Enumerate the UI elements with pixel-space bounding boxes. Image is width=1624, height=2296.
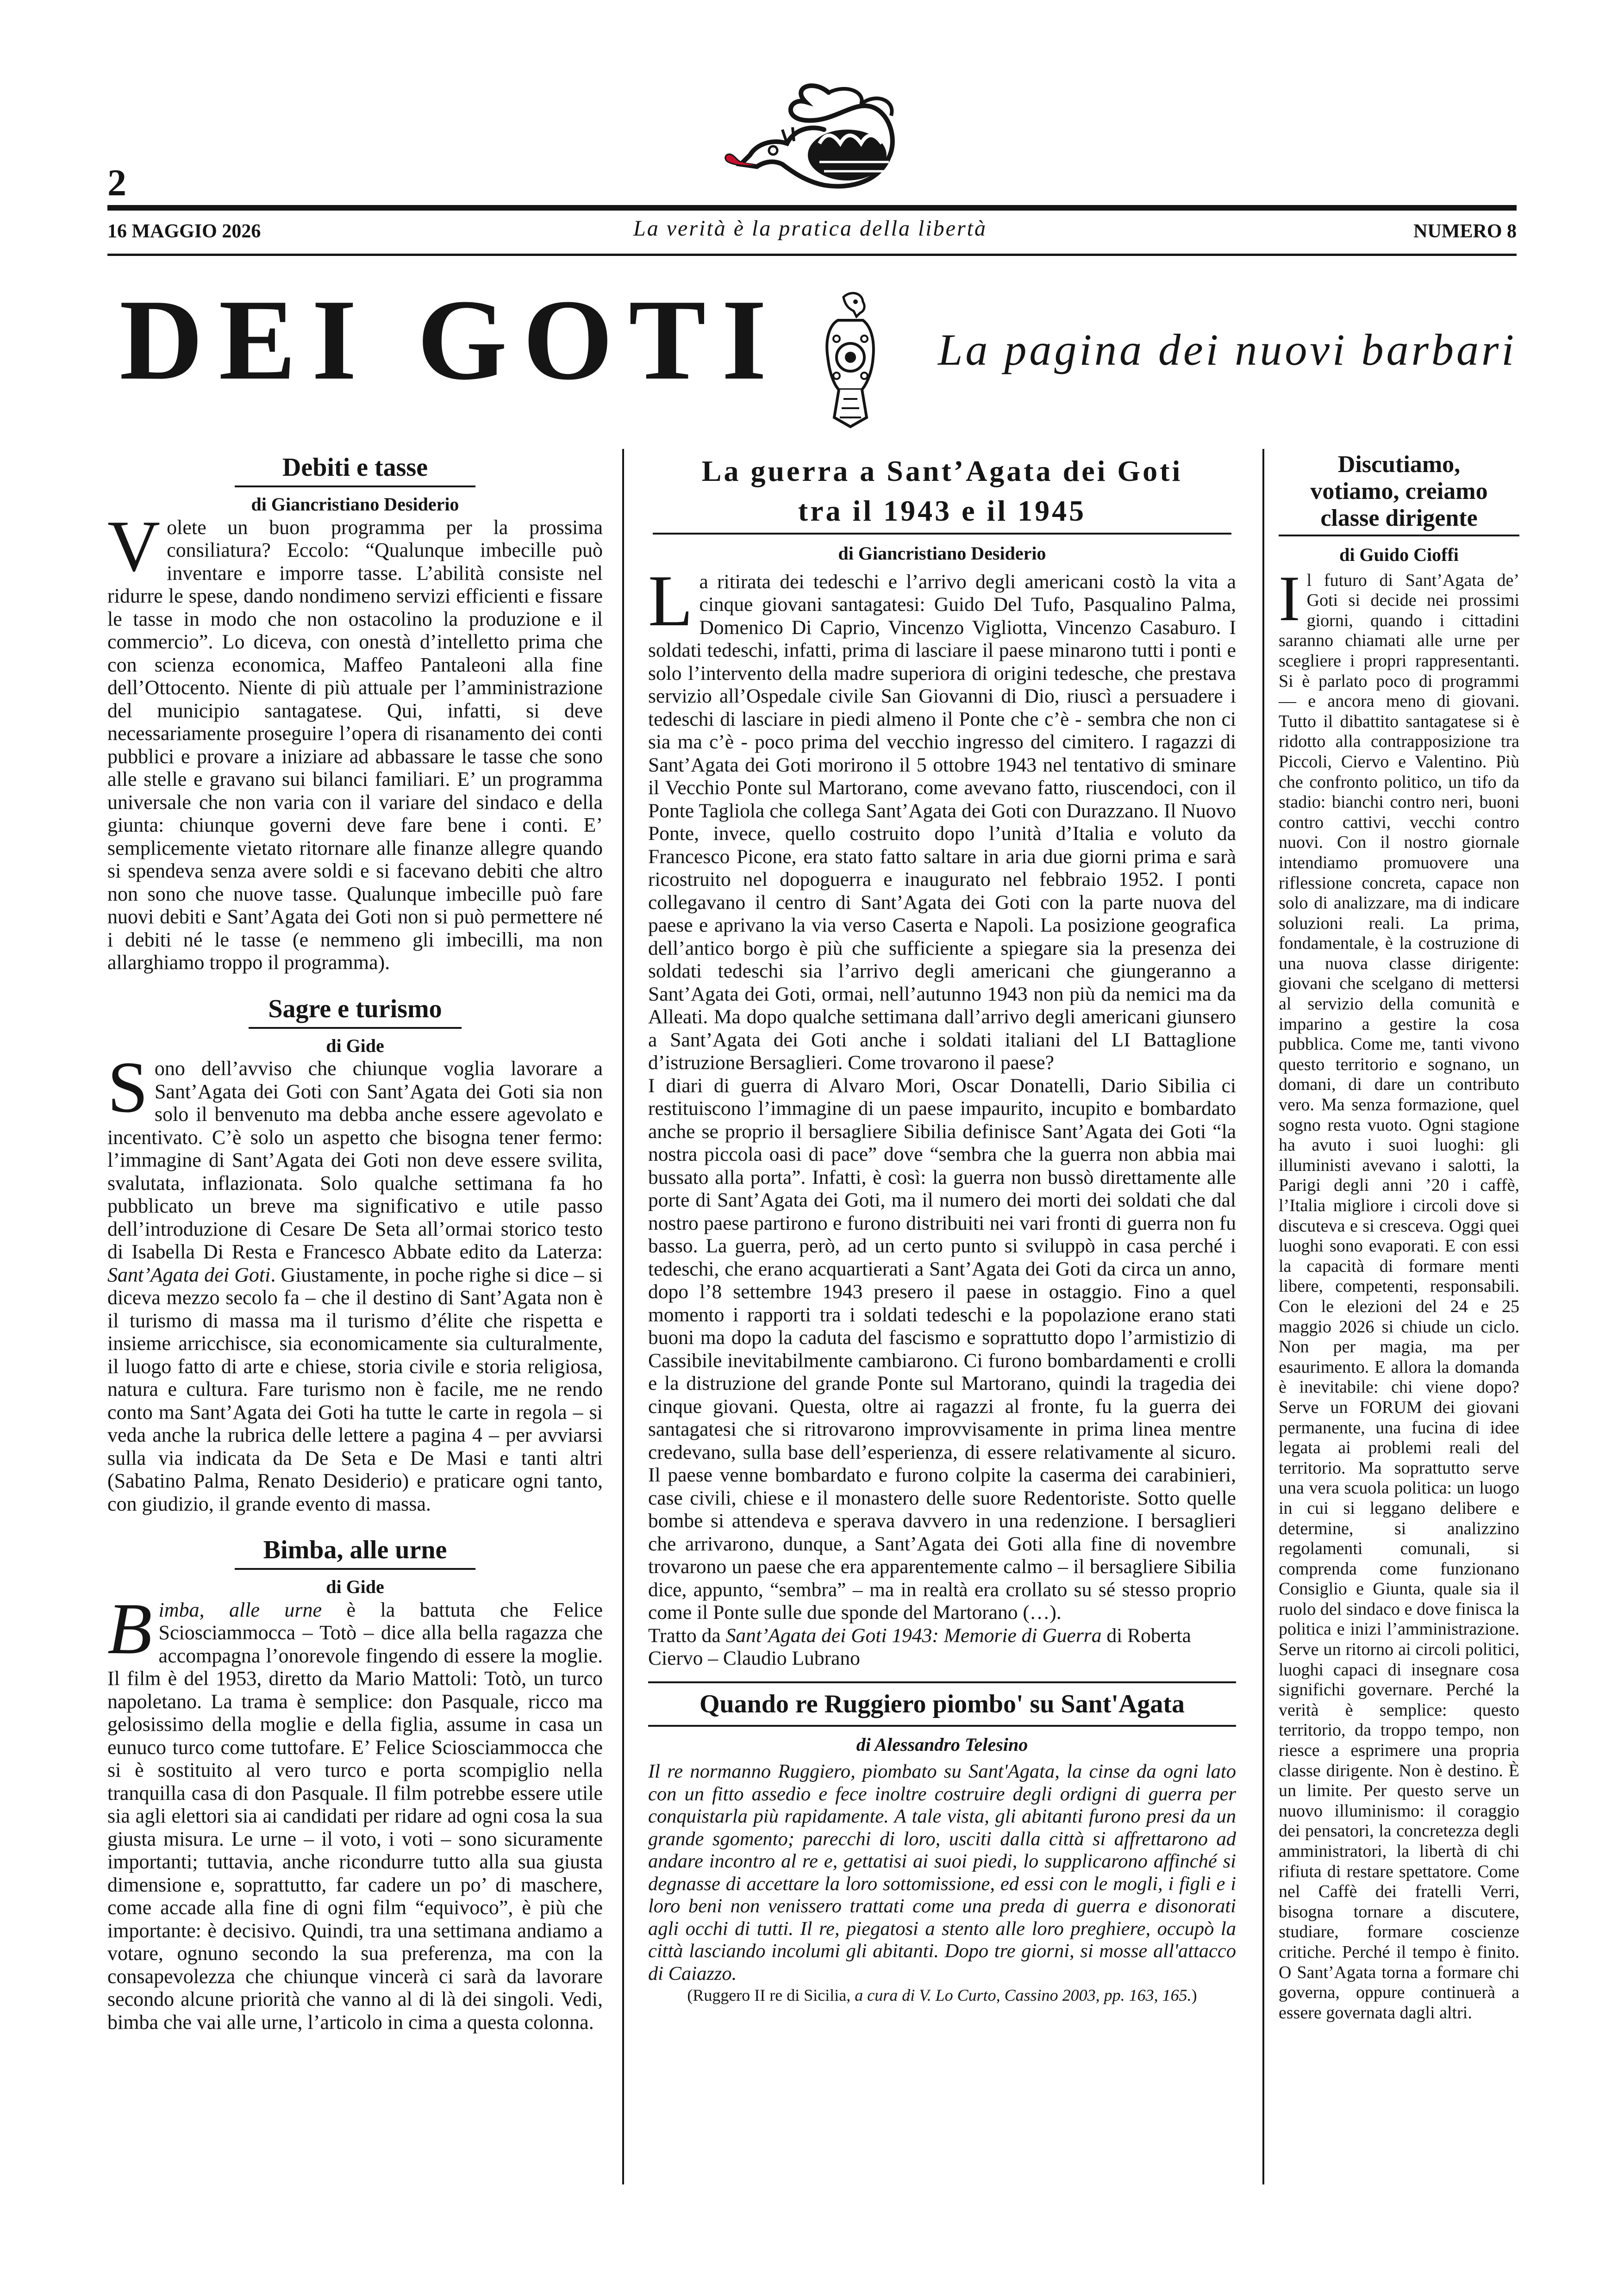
drop-cap: S (107, 1047, 148, 1128)
drop-cap: V (107, 505, 161, 587)
article-title: Debiti e tasse (282, 453, 428, 482)
article-title: Bimba, alle urne (263, 1536, 447, 1564)
article-title-line2: votiamo, creiamo (1310, 478, 1488, 504)
article-ruggiero (648, 1681, 1236, 2006)
issue-date: 16 MAGGIO 2026 (107, 221, 261, 242)
article-byline: di Gide (326, 1035, 384, 1056)
drop-cap: B (107, 1588, 152, 1669)
article-source: Tratto da Sant’Agata dei Goti 1943: Memorie di Guerra di Roberta Ciervo – Claudio Lubrano (648, 1624, 1191, 1669)
article-byline: di Giancristiano Desiderio (838, 543, 1046, 564)
left-column (107, 451, 603, 2034)
article-guerra (648, 451, 1236, 1670)
masthead-title: DEI GOTI (119, 276, 783, 404)
article-byline: di Alessandro Telesino (856, 1734, 1028, 1755)
article-body: Volete un buon programma per la prossima consiliatura? Eccolo: “Qualunque imbecille può inventare e imporre tasse. L’abilità consiste nel ridurre le spese, dando nondimeno servizi efficienti e fissare le tasse in modo che non ostacolino la produzione e il commercio”. Lo diceva, con onestà d’intelletto prima che con scienza economica, Maffeo Pantaleoni alla fine dell’Ottocento. Niente di più attuale per l’amministrazione del municipio santagatese. Qui, infatti, si deve necessariamente proseguire l’opera di risanamento dei conti pubblici e provare a iniziare ad abbassare le tasse che sono alle stelle e gravano sui bilanci familiari. E’ un programma universale che non varia con il variare del sindaco e della giunta: chiunque governi deve fare bene i conti. E’ semplicemente vietato ritornare alle finanze allegre quando si spendeva senza avere soldi e si facevano debiti che altro non sono che nuove tasse. Qualunque imbecille può fare nuovi debiti e Sant’Agata dei Goti non si può permettere né i debiti né le tasse (e nemmeno gli imbecilli, ma non allarghiamo troppo il programma). (107, 505, 603, 974)
article-body: Bimba, alle urne è la battuta che Felice Sciosciammocca – Totò – dice alla bella ragazza che accompagna l’onorevole fingendo di essere la moglie. Il film è del 1953, diretto da Mario Mattoli: Totò, un turco napoletano. La trama è semplice: don Pasquale, ricco ma gelosissimo della moglie e della figlia, assume in casa un eunuco turco come tuttofare. E’ Felice Sciosciammocca che si è sostituito al vero turco e porta scompiglio nella tranquilla casa di don Pasquale. Il film potrebbe essere utile sia agli elettori sia ai candidati per ridare ad ogni cosa la sua giusta misura. Le urne – il voto, i voti – sono sicuramente importanti; tuttavia, anche ricondurre tutto alla sua giusta dimensione e, soprattutto, far cadere un po’ di maschere, come accade alla fine di ogni film “equivoco”, è più che importante: è decisivo. Quindi, tra una settimana andiamo a votare, ognuno secondo la sua preferenza, ma con la consapevolezza che chiunque vincerà ci sarà da lavorare secondo alcune priorità che vanno al di là dei singoli. Vedi, bimba che vai alle urne, l’articolo in cima a questa colonna. (107, 1588, 603, 2034)
column-divider-right (1262, 449, 1264, 2184)
book-title: Sant’Agata dei Goti (107, 1263, 271, 1286)
article-title: Quando re Ruggiero piombo' su Sant'Agata (699, 1689, 1185, 1718)
title-underline (1279, 535, 1519, 536)
motto: La verità è la pratica della libertà (633, 216, 987, 241)
header-top-rule (107, 205, 1517, 211)
title-underline (653, 533, 1231, 535)
header-bottom-rule (107, 254, 1517, 256)
title-underline (235, 1568, 475, 1570)
article-quote: Il re normanno Ruggiero, piombato su Sant'Agata, la cinse da ogni lato con un fitto assedio e fece inoltre costruire degli ordigni di guerra per conquistarla più rapidamente. A tale vista, gli abitanti furono presi da un grande sgomento; parecchi di loro, usciti dalla città si affrettarono ad andare incontro al re e, gettatisi ai suoi piedi, lo supplicarono affinché si degnasse di accettare la loro sottomissione, ed essi con le mogli, i figli e i loro beni non venissero trattati come una preda di guerra e disonorati agli occhi di tutti. Il re, piegatosi a stento alle loro preghiere, occupò la città lasciando incolumi gli abitanti. Dopo tre giorni, si mosse all'attacco di Caiazzo. (648, 1761, 1236, 1985)
title-underline (235, 485, 475, 487)
article-byline: di Guido Cioffi (1339, 544, 1459, 565)
article-byline: di Gide (326, 1576, 384, 1597)
title-overline (648, 1681, 1236, 1683)
article-title-line1: La guerra a Sant’Agata dei Goti (701, 454, 1183, 487)
article-body: La ritirata dei tedeschi e l’arrivo degli americani costò la vita a cinque giovani santagatesi: Guido Del Tufo, Pasqualino Palma, Domenico Di Caprio, Vincenzo Vigliotta, Vincenzo Casaburo. I soldati tedeschi, infatti, prima di lasciare il paese minarono tutti i ponti e solo l’intervento della madre superiora di origini tedesche, che prestava servizio all’Ospedale civile San Giovanni di Dio, riuscì a persuadere i tedeschi di lasciare in piedi almeno il Ponte che c’è - sembra che non ci sia ma c’è - poco prima del vecchio ingresso del cimitero. I ragazzi di Sant’Agata dei Goti morirono il 5 ottobre 1943 nel tentativo di sminare il Vecchio Ponte sul Martorano, come avevano fatto, riuscendoci, con il Ponte Tagliola che collega Sant’Agata dei Goti con Durazzano. Il Nuovo Ponte, invece, quello costruito dopo l’unità d’Italia e voluto da Francesco Picone, era stato fatto saltare in aria due giorni prima e sarà ricostruito nel dopoguerra e inaugurato nel febbraio 1952. I ponti collegavano il centro di Sant’Agata dei Goti con la parte nuova del paese e aprivano la via verso Caserta e Napoli. La posizione geografica dell’antico borgo è più che sufficiente a spiegare sia la presenza dei soldati tedeschi sia l’arrivo degli americani che giungeranno a Sant’Agata dei Goti, ormai, nell’autunno 1943 non più da nemici ma da Alleati. Ma dopo qualche settimana dall’arrivo degli americani giunsero a Sant’Agata dei Goti anche i soldati italiani del LI Battaglione d’istruzione Bersaglieri. Come trovarono il paese? (648, 560, 1236, 1074)
column-divider-left (622, 449, 624, 2184)
masthead-subtitle: La pagina dei nuovi barbari (937, 325, 1517, 374)
right-column (1279, 451, 1519, 2023)
article-body-cont: I diari di guerra di Alvaro Mori, Oscar Donatelli, Dario Sibilia ci restituiscono l’immagine di un paese impaurito, incupito e bombardato anche se proprio il bersagliere Sibilia definisce Sant’Agata dei Goti “la nostra piccola oasi di pace” dove “sembra che la guerra non abbia mai bussato alla porta”. Infatti, è così: la guerra non bussò direttamente alle porte di Sant’Agata dei Goti, ma il numero dei morti dei soldati che dal nostro paese partirono e furono distribuiti nei vari fronti di guerra non fu basso. La guerra, però, ad un certo punto si sviluppò in casa perché i tedeschi, che erano acquartierati a Sant’Agata dei Goti da circa un anno, dopo l’8 settembre 1943 presero il paese in ostaggio. Fino a quel momento i rapporti tra i soldati tedeschi e la popolazione erano stati buoni ma dopo la caduta del fascismo e soprattutto dopo l’armistizio di Cassibile inevitabilmente cambiarono. Ci furono bombardamenti e crolli e la distruzione del grande Ponte sul Martorano, quindi la tragedia dei cinque giovani. Questa, oltre ai ragazzi al fronte, fu la guerra dei santagatesi che si ritrovarono improvvisamente in prima linea mentre credevano, sulla base dell’esperienza, di essere relativamente al sicuro. Il paese venne bombardato e furono colpite la caserma dei carabinieri, case civili, chiese e il monastero delle suore Redentoriste. Sotto quelle bombe si attendeva e sperava davvero in una redenzione. I bersaglieri che arrivarono, dunque, a Sant’Agata dei Goti alla fine di novembre trovarono un paese che era apparentemente calmo – il bersagliere Sibilia dice, appunto, “sembra” – ma in realtà era crollato su sé stesso proprio come il Ponte sulle due sponde del Martorano (…). (648, 1074, 1236, 1624)
article-body: Sono dell’avviso che chiunque voglia lavorare a Sant’Agata dei Goti con Sant’Agata dei Goti sia non solo il benvenuto ma debba anche essere agevolato e incentivato. C’è solo un aspetto che bisogna tener fermo: l’immagine di Sant’Agata dei Goti non deve essere svilita, svalutata, inflazionata. Solo qualche settimana fa ho pubblicato un breve ma significativo e utile passo dell’introduzione di Cesare De Seta all’ormai storico testo di Isabella Di Resta e Francesco Abbate edito da Laterza: Sant’Agata dei Goti. Giustamente, in poche righe si dice – si diceva mezzo secolo fa – che il destino di Sant’Agata non è il turismo di massa ma il turismo d’élite che rispetta e insieme arricchisce, sia economicamente sia culturalmente, il luogo fatto di arte e chiese, storia civile e storia religiosa, natura e cultura. Fare turismo non è facile, me ne rendo conto ma Sant’Agata dei Goti ha tutte le carte in regola – si veda anche la rubrica delle lettere a pagina 4 – per avviarsi sulla via indicata da De Seta e De Masi e tanti altri (Sabatino Palma, Renato Desiderio) e praticare ogni tanto, con giudizio, il grande evento di massa. (107, 1047, 603, 1515)
article-citation: (Ruggero II re di Sicilia, a cura di V. Lo Curto, Cassino 2003, pp. 163, 165.) (687, 1986, 1197, 2004)
drop-cap: I (1279, 562, 1300, 635)
article-sagre (107, 993, 603, 1516)
article-classe-dirigente (1279, 451, 1519, 2023)
page-number: 2 (107, 162, 126, 204)
article-title-line3: classe dirigente (1320, 505, 1478, 531)
center-column (648, 451, 1236, 2005)
title-underline (249, 1027, 462, 1029)
article-title: Sagre e turismo (268, 994, 442, 1023)
drop-cap: L (648, 560, 693, 641)
article-bimba (107, 1534, 603, 2034)
title-underline (648, 1725, 1236, 1727)
gothic-eagle-fibula-icon (811, 288, 890, 435)
issue-number: NUMERO 8 (1413, 221, 1517, 242)
article-title-line2: tra il 1943 e il 1945 (798, 494, 1087, 527)
article-byline: di Giancristiano Desiderio (251, 494, 459, 515)
article-title-line1: Discutiamo, (1337, 451, 1461, 478)
dragon-emblem-icon (713, 74, 917, 204)
article-body: Il futuro di Sant’Agata de’ Goti si decide nei prossimi giorni, quando i cittadini saranno chiamati alle urne per scegliere i propri rappresentanti. Si è parlato poco di programmi — e ancora meno di giovani. Tutto il dibattito santagatese si è ridotto alla contrapposizione tra Piccoli, Ciervo e Valentino. Più che confronto politico, un tifo da stadio: bianchi contro neri, buoni contro cattivi, vecchi contro nuovi. Con il nostro giornale intendiamo promuovere una riflessione concreta, capace non solo di analizzare, ma di indicare soluzioni reali. La prima, fondamentale, è la costruzione di una nuova classe dirigente: giovani che scelgano di mettersi al servizio della comunità e imparino a gestire la cosa pubblica. Come me, tanti vivono questo territorio e sognano, un domani, di dare un contributo vero. Ma senza formazione, quel sogno resta vuoto. Ogni stagione ha avuto i suoi luoghi: gli illuministi avevano i salotti, la Parigi degli anni ’20 i caffè, l’Italia migliore i circoli dove si discuteva e si cresceva. Oggi quei luoghi sono evaporati. E con essi la capacità di formare menti libere, competenti, responsabili. Con le elezioni del 24 e 25 maggio 2026 si chiude un ciclo. Non per magia, ma per esaurimento. E allora la domanda è inevitabile: chi viene dopo? Serve un FORUM dei giovani permanente, una fucina di idee legata ai problemi reali del territorio. Ma soprattutto serve una vera scuola politica: un luogo in cui si leggano delibere e determine, si analizzino regolamenti comunali, si comprenda come funzionano Consiglio e Giunta, quale sia il ruolo del sindaco e dove finisca la politica e inizi l’amministrazione. Serve un ritorno ai circoli politici, luoghi capaci di insegnare cosa significhi governare. Perché la verità è semplice: questo territorio, da troppo tempo, non riesce a esprimere una propria classe dirigente. Non è destino. È un limite. Per questo serve un nuovo illuminismo: il coraggio dei pensatori, la concretezza degli amministratori, la libertà di chi rifiuta di restare spettatore. Come nel Caffè dei fratelli Verri, bisogna tornare a discutere, studiare, formare coscienze critiche. Perché il tempo è finito. O Sant’Agata torna a formare chi governa, oppure continuerà a essere governata dagli altri. (1279, 562, 1519, 2022)
article-debiti (107, 451, 603, 974)
